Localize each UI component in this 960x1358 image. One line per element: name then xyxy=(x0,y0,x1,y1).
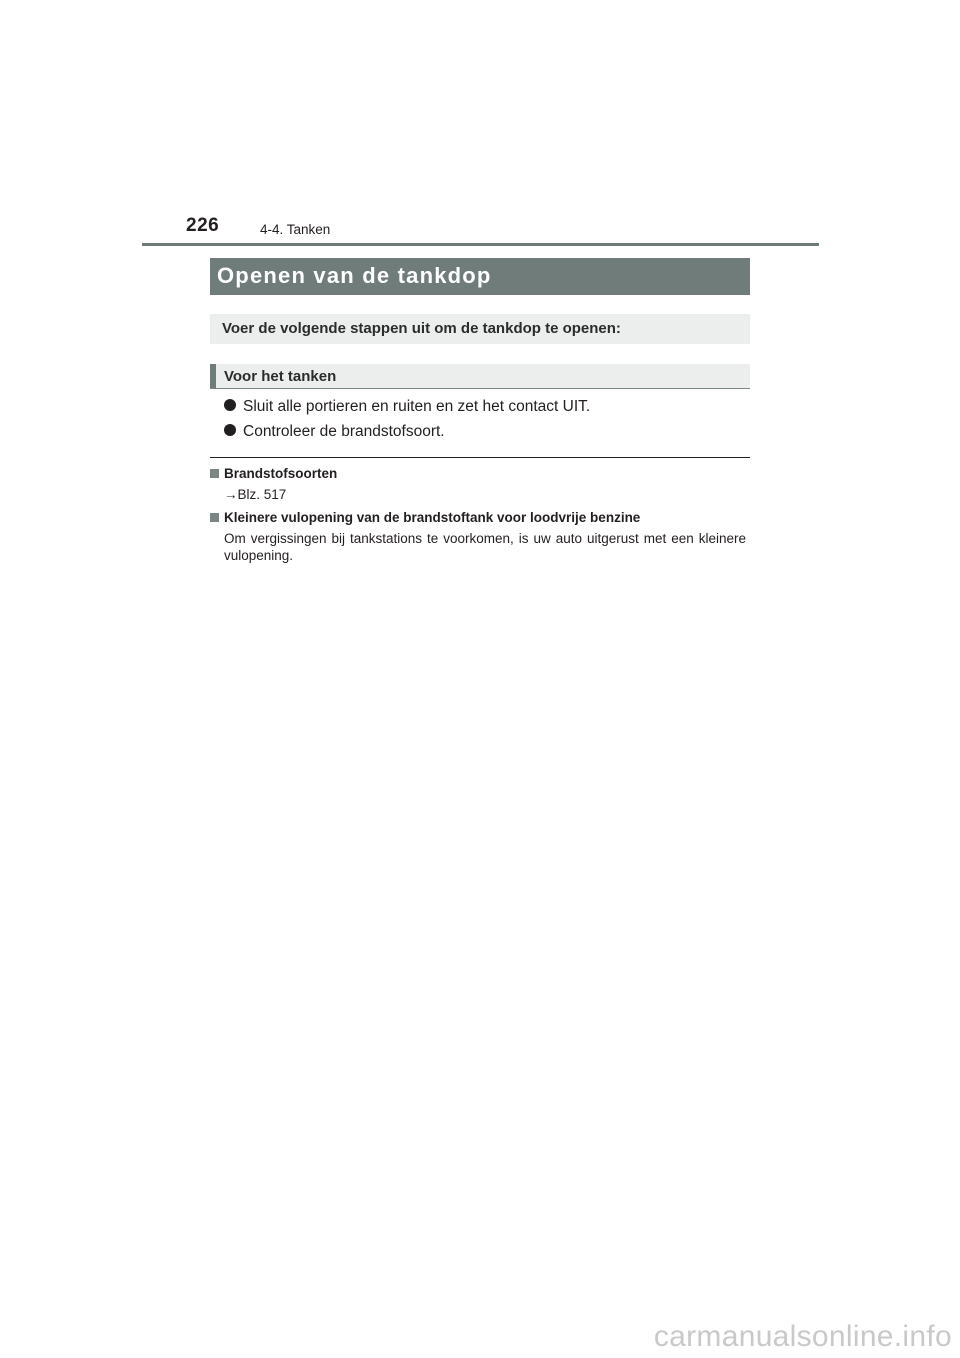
section-reference: 4-4. Tanken xyxy=(260,222,331,237)
note-title xyxy=(210,465,337,482)
note-title-text: Kleinere vulopening van de brandstoftank voor loodvrije benzine xyxy=(224,510,641,525)
title-bar xyxy=(210,258,750,295)
bullet-item xyxy=(224,422,445,442)
header-rule xyxy=(142,243,819,246)
note-title xyxy=(210,509,640,526)
bullet-text: Sluit alle portieren en ruiten en zet het contact UIT. xyxy=(243,398,591,415)
subsection-heading: Voor het tanken xyxy=(224,368,337,385)
square-bullet-icon xyxy=(210,469,219,478)
subsection-accent-bar xyxy=(210,364,216,388)
bullet-dot-icon xyxy=(224,399,236,411)
square-bullet-icon xyxy=(210,513,219,522)
watermark: carmanualsonline.info xyxy=(653,1320,952,1353)
bullet-item xyxy=(224,397,590,417)
note-body: →Blz. 517 xyxy=(224,487,287,502)
note-body: Om vergissingen bij tankstations te voorkomen, is uw auto uitgerust met een kleinere vulopening. xyxy=(224,531,746,563)
subsection-header xyxy=(210,364,750,389)
page-title: Openen van de tankdop xyxy=(217,263,492,288)
notes-divider xyxy=(210,457,750,458)
intro-box xyxy=(210,314,750,344)
bullet-dot-icon xyxy=(224,424,236,436)
intro-text: Voer de volgende stappen uit om de tankdop te openen: xyxy=(222,320,621,337)
bullet-text: Controleer de brandstofsoort. xyxy=(243,423,445,440)
page-number: 226 xyxy=(186,215,220,236)
note-title-text: Brandstofsoorten xyxy=(224,466,338,481)
